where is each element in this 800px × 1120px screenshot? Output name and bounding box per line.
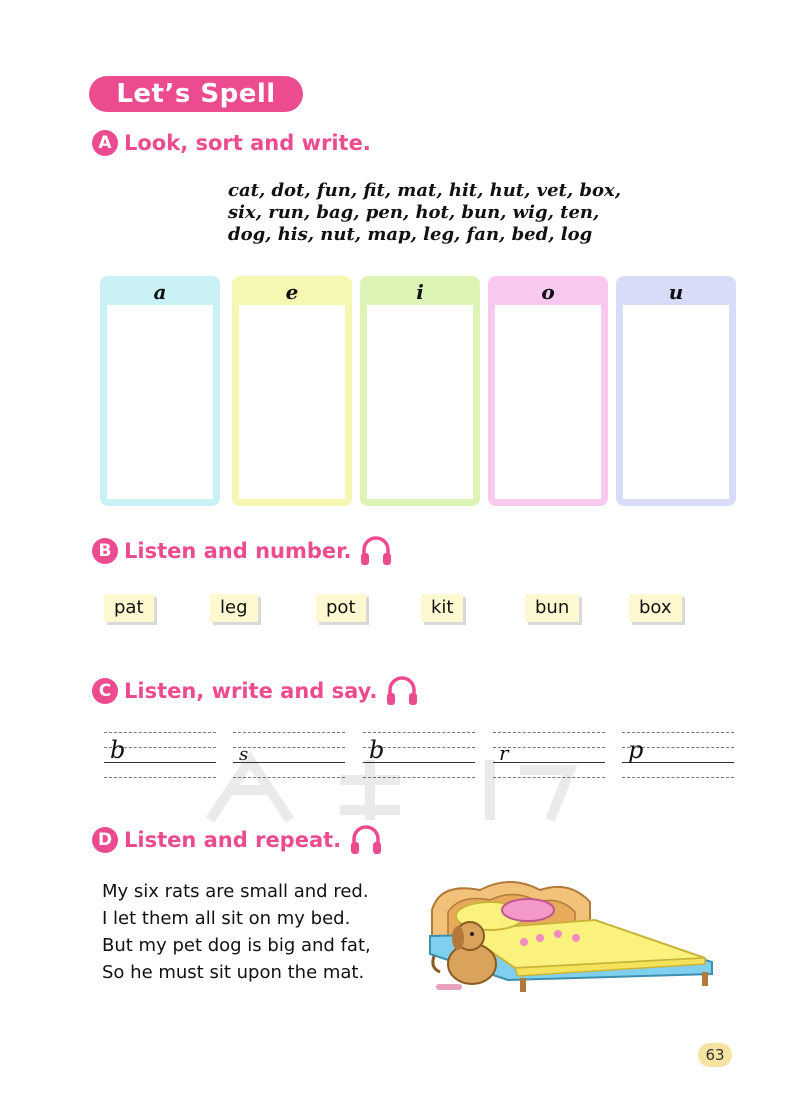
section-b-header bbox=[92, 535, 393, 567]
letter-prompt: r bbox=[499, 741, 509, 765]
section-b-instruction: Listen and number. bbox=[124, 539, 352, 563]
section-c-badge: C bbox=[92, 678, 118, 704]
vowel-label: a bbox=[153, 280, 167, 304]
vowel-column-u[interactable] bbox=[616, 276, 736, 506]
headphones-icon[interactable] bbox=[359, 535, 393, 567]
watermark bbox=[190, 740, 610, 844]
word-card[interactable]: bun bbox=[525, 594, 579, 622]
rhyme-line: So he must sit upon the mat. bbox=[102, 962, 365, 983]
vowel-label: e bbox=[285, 280, 299, 304]
writing-line[interactable] bbox=[622, 732, 734, 778]
section-c-instruction: Listen, write and say. bbox=[124, 679, 378, 703]
rhyme-line: But my pet dog is big and fat, bbox=[102, 935, 371, 956]
word-line: dog, his, nut, map, leg, fan, bed, log bbox=[228, 224, 593, 245]
word-list bbox=[228, 180, 648, 246]
word-line: cat, dot, fun, fit, mat, hit, hut, vet, box, bbox=[228, 180, 621, 201]
rhyme-text bbox=[102, 878, 371, 986]
section-a-header bbox=[92, 127, 371, 159]
answer-area[interactable] bbox=[495, 305, 601, 499]
page-number: 63 bbox=[698, 1043, 732, 1067]
answer-area[interactable] bbox=[239, 305, 345, 499]
rhyme-line: I let them all sit on my bed. bbox=[102, 908, 351, 929]
section-d-badge: D bbox=[92, 827, 118, 853]
letter-prompt: b bbox=[369, 736, 385, 764]
vowel-column-e[interactable] bbox=[232, 276, 352, 506]
section-a-instruction: Look, sort and write. bbox=[124, 131, 371, 155]
page-title: Let’s Spell bbox=[89, 76, 303, 112]
word-card[interactable]: box bbox=[629, 594, 682, 622]
word-card[interactable]: leg bbox=[210, 594, 258, 622]
letter-prompt: b bbox=[110, 736, 126, 764]
answer-area[interactable] bbox=[623, 305, 729, 499]
vowel-label: i bbox=[416, 280, 424, 304]
bed-dog-illustration bbox=[420, 872, 720, 1007]
word-card[interactable]: pat bbox=[104, 594, 154, 622]
section-a-badge: A bbox=[92, 130, 118, 156]
vowel-label: u bbox=[668, 280, 684, 304]
letter-prompt: p bbox=[628, 736, 644, 764]
answer-area[interactable] bbox=[107, 305, 213, 499]
vowel-column-i[interactable] bbox=[360, 276, 480, 506]
word-line: six, run, bag, pen, hot, bun, wig, ten, bbox=[228, 202, 600, 223]
section-c-header bbox=[92, 675, 419, 707]
section-b-badge: B bbox=[92, 538, 118, 564]
letter-prompt: s bbox=[239, 744, 249, 765]
word-card[interactable]: kit bbox=[421, 594, 463, 622]
vowel-column-a[interactable] bbox=[100, 276, 220, 506]
answer-area[interactable] bbox=[367, 305, 473, 499]
headphones-icon[interactable] bbox=[385, 675, 419, 707]
vowel-label: o bbox=[541, 280, 555, 304]
rhyme-line: My six rats are small and red. bbox=[102, 881, 369, 902]
section-d-instruction: Listen and repeat. bbox=[124, 828, 342, 852]
word-card[interactable]: pot bbox=[316, 594, 366, 622]
vowel-column-o[interactable] bbox=[488, 276, 608, 506]
